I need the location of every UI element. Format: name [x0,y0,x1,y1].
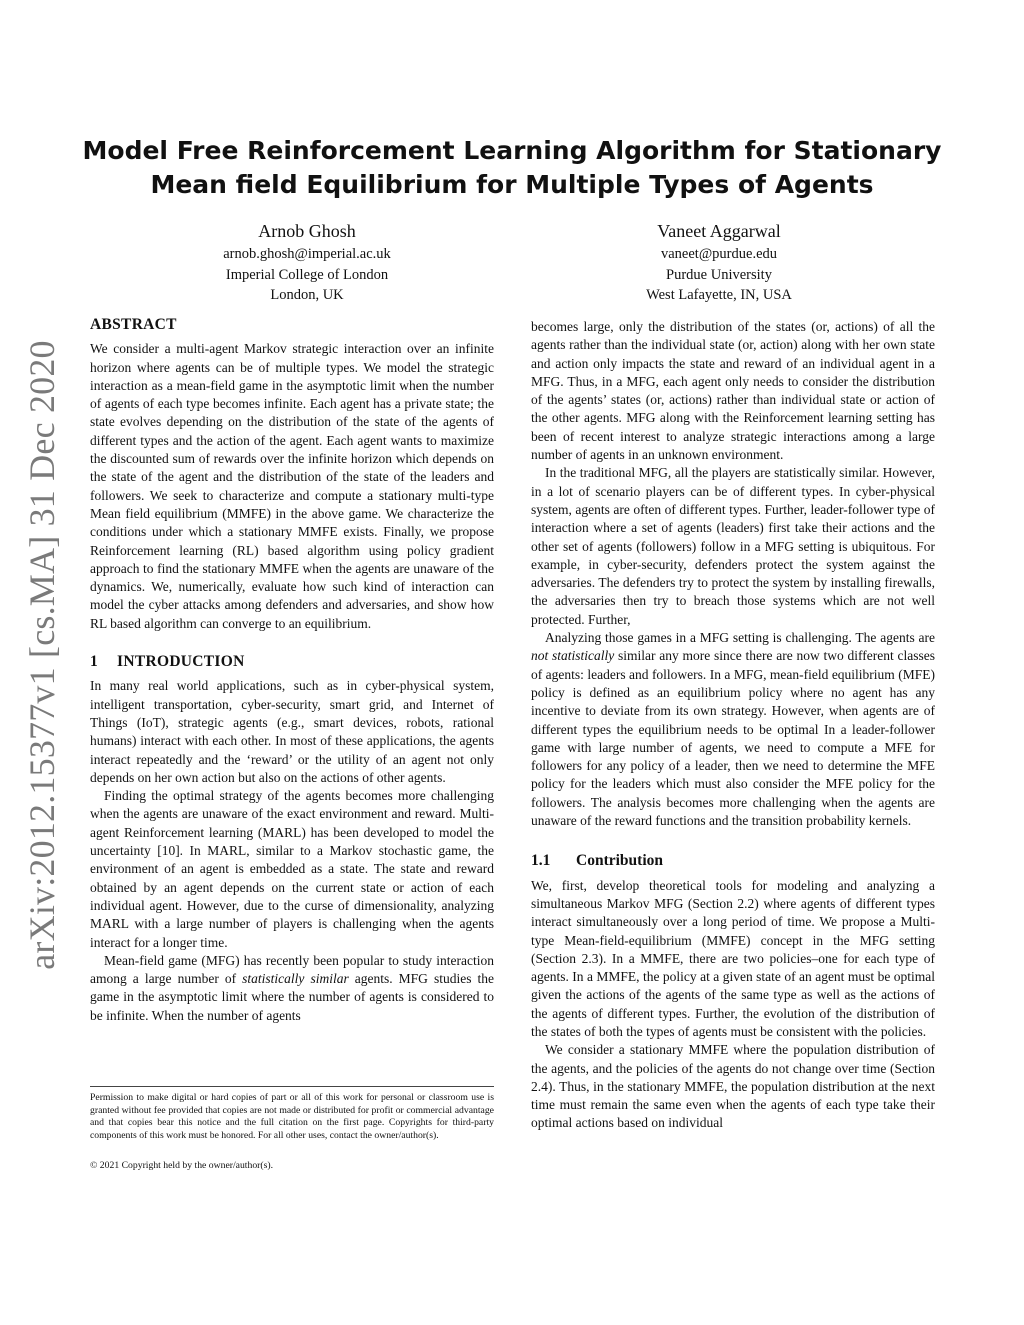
intro-paragraph-3 [90,952,494,1025]
text-run: Mean-field game (MFG) has recently been popular to study interaction among a large number of [90,952,494,987]
intro-paragraph-6 [531,629,935,830]
author-block-2 [549,218,889,306]
permission-footnote: Permission to make digital or hard copies of part or all of this work for personal or classroom use is granted without fee provided that copies are not made or distributed for profit or commercial advantage and that copies bear this notice and the full citation on the first page. Copyrights for third-party components of this work must be honored. For all other uses, contact the owner/author(s). [90,1092,494,1141]
text-run: agents. MFG studies the game in the asymptotic limit where the number of agents is considered to be infinite. When the number of agents [90,971,494,1023]
copyright-notice: © 2021 Copyright held by the owner/author(s). [90,1160,274,1171]
arxiv-identifier: arXiv:2012.15377v1 [cs.MA] 31 Dec 2020 [22,340,62,970]
author-email: arnob.ghosh@imperial.ac.uk [223,246,391,262]
intro-paragraph-2: Finding the optimal strategy of the agents becomes more challenging when the agents are unaware of the exact environment and reward. Multi-agent Reinforcement learning (MARL) has been developed to model the uncertainty [10]. In MARL, similar to a Markov stochastic game, the environment of an agent is embedded as a state. The state and reward obtained by an agent depends on the current state or action of each individual agent. However, due to the curse of dimensionality, analyzing MARL with a large number of players is challenging when the agents interact for a longer time. [90,788,494,950]
author-email: vaneet@purdue.edu [660,246,777,262]
author-location: London, UK [270,287,344,303]
left-column [90,316,494,1025]
emphasis-text: not statistically [531,648,615,664]
emphasis-text: statistically similar [242,971,349,987]
author-affiliation: Imperial College of London [225,266,389,283]
section-number: 1 [90,653,99,671]
abstract-heading: ABSTRACT [90,316,177,333]
text-run: similar any more since there are now two different classes of agents: leaders and followers. In a MFG, mean-field equilibrium (MFE) policy is defined as an equilibrium policy where no agent has any incentive to deviate from its own strategy. However, when agents are of different types the equilibrium needs to be optimal In a leader-follower game with large number of agents, we need to compute a MFE for followers for any policy of a leader, then we need to determine the MFE policy for the leaders which must also consider the MFE policy for the followers. The analysis becomes more challenging when the agents are unaware of the reward functions and the transition probability kernels. [531,648,936,829]
contribution-paragraph-2: We consider a stationary MMFE where the population distribution of the agents, and the policies of the agents do not change over time (Section 2.4). Thus, in the stationary MMFE, the population distribution at the next time must remain the same even when the agents of each type take their optimal actions based on individual [531,1042,935,1131]
subsection-title: Contribution [576,852,663,870]
section-title: INTRODUCTION [117,653,245,671]
subsection-heading-contribution [531,852,935,870]
text-run: Analyzing those games in a MFG setting is challenging. The agents are [545,630,935,646]
right-column [531,318,935,1133]
footnote-rule [90,1086,494,1087]
author-affiliation: Purdue University [666,266,772,283]
intro-paragraph-5: In the traditional MFG, all the players are statistically similar. However, in a lot of scenario players can be of different types. In cyber-physical system, agents are often of different types. Further, leader-follower type of interaction where a set of agents (leaders) first take their actions and the other set of agents (followers) follow in a MFG setting is ubiquitous. For example, in cyber-security, defenders protect the system against the adversaries. The defenders try to protect the system by installing firewalls, the adversaries then try to breach those systems which are not well protected. Further, [531,465,935,627]
contribution-paragraph-1: We, first, develop theoretical tools for modeling and analyzing a simultaneous Markov MFG (Section 2.2) where agents of different types interact simultaneously over a long period of time. We propose a Multi-type Mean-field-equilibrium (MMFE) concept in the MFG setting (Section 2.3). In a MMFE, there are two policies–one for each type of agents. In a MMFE, the policy at a given state of an agent must be optimal given the actions of the agents of the same type as well as the actions of the agents of different types. Further, the evolution of the distribution of the states of both the types of agents must be consistent with the policies. [531,877,935,1039]
author-name: Arnob Ghosh [258,221,356,241]
subsection-number: 1.1 [531,852,551,870]
author-location: West Lafayette, IN, USA [646,287,792,303]
paper-title: Model Free Reinforcement Learning Algorithm for Stationary Mean field Equilibrium for Multiple Types of Agents [82,136,942,199]
intro-paragraph-1: In many real world applications, such as in cyber-physical system, intelligent transportation, cyber-security, smart grid, and Internet of Things (IoT), strategic agents (e.g., smart devices, robots, rational humans) interact with each other. In most of these applications, the agents interact repeatedly and the ‘reward’ or the utility of an agent not only depends on her own action but also on the actions of other agents. [90,678,494,785]
author-name: Vaneet Aggarwal [657,221,781,241]
section-heading-introduction [90,653,494,671]
intro-paragraph-4: becomes large, only the distribution of the states (or, actions) of all the agents rather than the individual state (or, action) along with her own state and action only impacts the state and reward of an individual agent in a MFG. Thus, in a MFG, each agent only needs to consider the distribution of the agents’ states (or, actions) rather than individual state or action of the other agents. MFG along with the Reinforcement learning setting has been of recent interest to analyze strategic interactions among a large number of agents in an unknown environment. [531,319,935,463]
abstract-text: We consider a multi-agent Markov strategic interaction over an infinite horizon where agents can be of multiple types. We model the strategic interaction as a mean-field game in the asymptotic limit when the number of agents of each type becomes infinite. Each agent has a private state; the state evolves depending on the distribution of the state of the agents of different types and the action of the agent. Each agent wants to maximize the discounted sum of rewards over the infinite horizon which depends on the state of the agent and the distribution of the state of the leaders and followers. We seek to characterize and compute a stationary multi-type Mean field equilibrium (MMFE) in the above game. We characterize the conditions under which a stationary MMFE exists. Finally, we propose Reinforcement learning (RL) based algorithm using policy gradient approach to find the stationary MMFE when the agents are unaware of the dynamics. We, numerically, evaluate how such kind of interaction can model the cyber attacks among defenders and adversaries, and show how RL based algorithm can converge to an equilibrium. [90,341,494,631]
author-block-1 [137,218,477,306]
